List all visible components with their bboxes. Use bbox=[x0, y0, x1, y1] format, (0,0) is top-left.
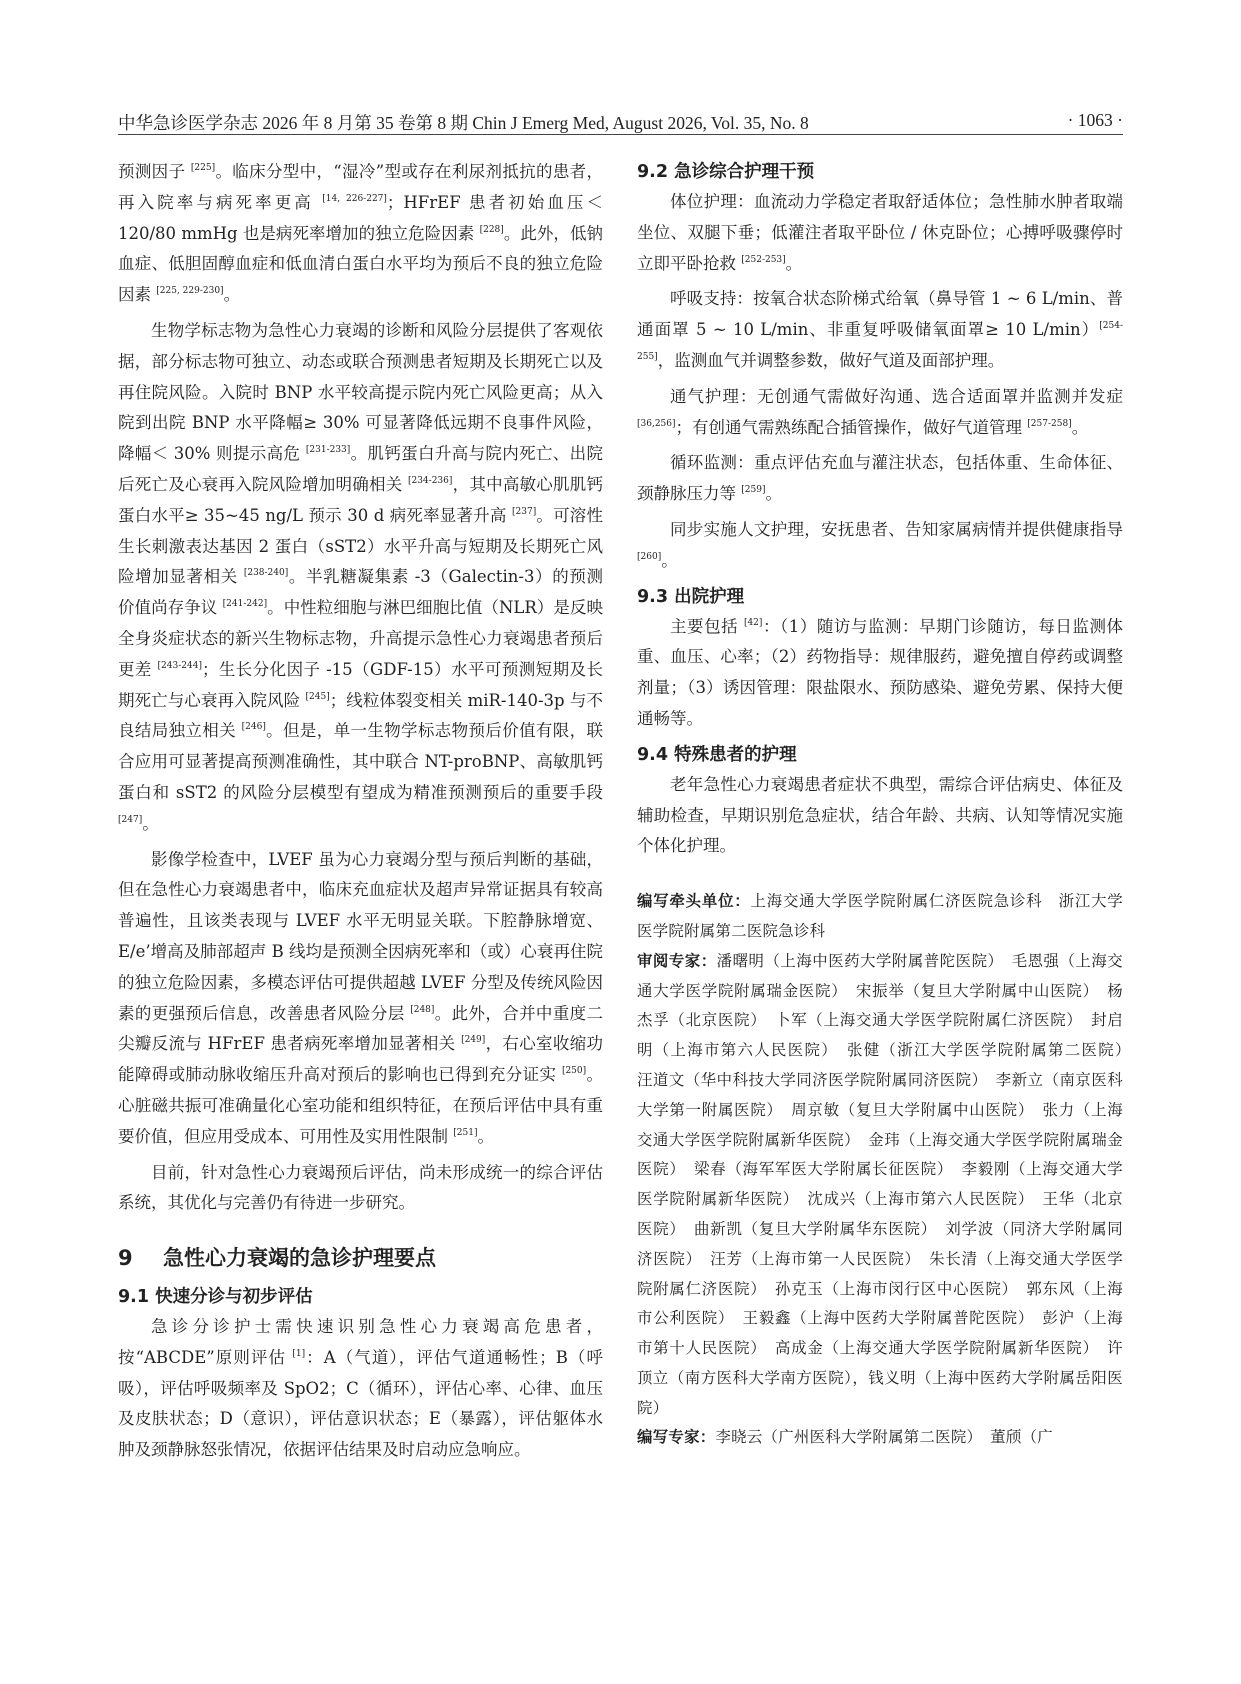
citation: [254-255] bbox=[637, 321, 1123, 362]
paragraph-summary: 目前，针对急性心力衰竭预后评估，尚未形成统一的综合评估系统，其优化与完善仍有待进一步研究。 bbox=[118, 1162, 603, 1213]
writing-experts-text: 李晓云（广州医科大学附属第二医院） 董颀（广 bbox=[715, 1428, 1053, 1447]
writing-experts-label: 编写专家： bbox=[637, 1428, 716, 1447]
citation: [251] bbox=[453, 1127, 478, 1138]
citation: [234-236] bbox=[407, 475, 453, 486]
paragraph-ventilation: 通气护理：无创通气需做好沟通、选合适面罩并监测并发症 [36,256]；有创通气需熟练配合插管操作，做好气道管理 [257-258]。 bbox=[637, 386, 1123, 437]
subsection-heading-9-1: 9.1 快速分诊与初步评估 bbox=[118, 1287, 313, 1308]
citation: [249] bbox=[461, 1035, 486, 1046]
review-experts bbox=[637, 947, 1139, 1424]
subsection-heading-9-4: 9.4 特殊患者的护理 bbox=[637, 744, 797, 765]
citation: [231-233] bbox=[305, 445, 351, 456]
journal-line: 中华急诊医学杂志 2026 年 8 月第 35 卷第 8 期 Chin J Emerg Med, August 2026, Vol. 35, No. 8 bbox=[118, 113, 809, 133]
citation: [250] bbox=[561, 1066, 587, 1077]
paragraph-humanistic-care: 同步实施人文护理，安抚患者、告知家属病情并提供健康指导 [260]。 bbox=[637, 519, 1123, 570]
left-column bbox=[118, 157, 603, 1471]
right-column bbox=[637, 157, 1139, 1453]
citation: [245] bbox=[305, 691, 330, 702]
paragraph-prognostic-factors: 预测因子 [225]。临床分型中，“湿冷”型或存在利尿剂抵抗的患者，再入院率与病死率更高 [14, 226-227]；HFrEF 患者初始血压＜ 120/80 mmHg 也是病死率增加的独立危险因素 [228]。此外，低钠血症、低胆固醇血症和低血清白蛋白水平均为预后不良的独立危险因素 [225, 229-230]。 bbox=[118, 162, 604, 305]
citation: [246] bbox=[241, 722, 266, 733]
paragraph-biomarkers: 生物学标志物为急性心力衰竭的诊断和风险分层提供了客观依据，部分标志物可独立、动态或联合预测患者短期及长期死亡以及再住院风险。入院时 BNP 水平较高提示院内死亡风险更高；从入院到出院 BNP 水平降幅≥ 30% 可显著降低远期不良事件风险，降幅＜ 30% 则提示高危 [231-233]。肌钙蛋白升高与院内死亡、出院后死亡及心衰再入院风险增加明确相关 [234-236]，其中高敏心肌肌钙蛋白水平≥ 35~45 ng/L 预示 30 d 病死率显著升高 [237]。可溶性生长刺激表达基因 2 蛋白（sST2）水平升高与短期及长期死亡风险增加显著相关 [238-240]。半乳糖凝集素 -3（Galectin-3）的预测价值尚存争议 [241-242]。中性粒细胞与淋巴细胞比值（NLR）是反映全身炎症状态的新兴生物标志物，升高提示急性心力衰竭患者预后更差 [243-244]；生长分化因子 -15（GDF-15）水平可预测短期及长期死亡与心衰再入院风险 [245]；线粒体裂变相关 miR-140-3p 与不良结局独立相关 [246]。但是，单一生物学标志物预后价值有限，联合应用可显著提高预测准确性，其中联合 NT-proBNP、高敏肌钙蛋白和 sST2 的风险分层模型有望成为精准预测预后的重要手段 [247]。 bbox=[118, 320, 604, 833]
citation: [243-244] bbox=[157, 660, 202, 671]
citation: [259] bbox=[741, 485, 766, 496]
paragraph-positioning: 体位护理：血流动力学稳定者取舒适体位；急性肺水肿者取端坐位、双腿下垂；低灌注者取平卧位 / 休克卧位；心搏呼吸骤停时立即平卧抢救 [252-253]。 bbox=[637, 192, 1123, 273]
section-number: 9 bbox=[118, 1246, 133, 1271]
citation: [260] bbox=[637, 551, 662, 562]
lead-units bbox=[637, 887, 1123, 947]
citation: [238-240] bbox=[243, 568, 289, 579]
citation: [257-258] bbox=[1027, 418, 1072, 429]
paragraph-discharge: 主要包括 [42]：（1）随访与监测：早期门诊随访，每日监测体重、血压、心率；（2）药物指导：规律服药，避免擅自停药或调整剂量；（3）诱因管理：限盐限水、预防感染、避免劳累、保持大便通畅等。 bbox=[637, 616, 1123, 728]
paragraph-special-patients: 老年急性心力衰竭患者症状不典型，需综合评估病史、体征及辅助检查，早期识别危急症状，结合年龄、共病、认知等情况实施个体化护理。 bbox=[637, 774, 1123, 856]
citation: [252-253] bbox=[741, 254, 786, 265]
citation: [42] bbox=[743, 617, 763, 628]
citation: [241-242] bbox=[222, 599, 268, 610]
writing-experts bbox=[637, 1423, 1123, 1453]
paragraph-circulation: 循环监测：重点评估充血与灌注状态，包括体重、生命体征、颈静脉压力等 [259]。 bbox=[637, 453, 1123, 504]
citation: [225] bbox=[190, 163, 216, 173]
review-experts-text: 潘曙明（上海中医药大学附属普陀医院） 毛恩强（上海交通大学医学院附属瑞金医院） 宋振举（复旦大学附属中山医院） 杨杰孚（北京医院） 卜军（上海交通大学医学院附属仁济医院） 封启明（上海市第六人民医院） 张健（浙江大学医学院附属第二医院） 汪道文（华中科技大学同济医学院附属同济医院） 李新立（南京医科大学第一附属医院） 周京敏（复旦大学附属中山医院） 张力（上海交通大学医学院附属新华医院） 金玮（上海交通大学医学院附属瑞金医院） 梁春（海军军医大学附属长征医院） 李毅刚（上海交通大学医学院附属新华医院） 沈成兴（上海市第六人民医院） 王华（北京医院） 曲新凯（复旦大学附属华东医院） 刘学波（同济大学附属同济医院） 汪芳（上海市第一人民医院） 朱长清（上海交通大学医学院附属仁济医院） 孙克玉（上海市闵行区中心医院） 郭东风（上海市公利医院） 王毅鑫（上海中医药大学附属普陀医院） 彭沪（上海市第十人民医院） 高成金（上海交通大学医学院附属新华医院） 许顶立（南方医科大学南方医院），钱义明（上海中医药大学附属岳阳医院） bbox=[637, 951, 1139, 1417]
subsection-heading-9-2: 9.2 急诊综合护理干预 bbox=[637, 162, 815, 182]
lead-units-text: 上海交通大学医学院附属仁济医院急诊科 浙江大学医学院附属第二医院急诊科 bbox=[637, 892, 1123, 940]
review-experts-label: 审阅专家： bbox=[637, 951, 717, 970]
citation: [36,256] bbox=[637, 418, 676, 429]
citation: [248] bbox=[410, 1004, 435, 1015]
paragraph-respiratory-support: 呼吸支持：按氧合状态阶梯式给氧（鼻导管 1 ~ 6 L/min、普通面罩 5 ~ 10 L/min、非重复呼吸储氧面罩≥ 10 L/min）[254-255]，监测血气并调整参数，做好气道及面部护理。 bbox=[637, 289, 1123, 370]
lead-units-label: 编写牵头单位： bbox=[637, 892, 751, 911]
section-title: 急性心力衰竭的急诊护理要点 bbox=[163, 1246, 436, 1271]
section-heading-9 bbox=[118, 1242, 603, 1274]
citation: [247] bbox=[118, 814, 143, 825]
paragraph-imaging: 影像学检查中，LVEF 虽为心力衰竭分型与预后判断的基础，但在急性心力衰竭患者中，临床充血症状及超声异常证据具有较高普遍性，且该类表现与 LVEF 水平无明显关联。下腔静脉增宽、E/e’增高及肺部超声 B 线均是预测全因病死率和（或）心衰再住院的独立危险因素，多模态评估可提供超越 LVEF 分型及传统风险因素的更强预后信息，改善患者风险分层 [248]。此外，合并中重度二尖瓣反流与 HFrEF 患者病死率增加显著相关 [249]，右心室收缩功能障碍或肺动脉收缩压升高对预后的影响也已得到充分证实 [250]。心脏磁共振可准确量化心室功能和组织特征，在预后评估中具有重要价值，但应用受成本、可用性及实用性限制 [251]。 bbox=[118, 849, 604, 1146]
citation: [1] bbox=[292, 1348, 306, 1359]
citation: [228] bbox=[479, 224, 504, 235]
paragraph-triage: 急诊分诊护士需快速识别急性心力衰竭高危患者，按“ABCDE”原则评估 [1]：A（气道），评估气道通畅性；B（呼吸），评估呼吸频率及 SpO2；C（循环），评估心率、心律、血压及皮肤状态；D（意识），评估意识状态；E（暴露），评估躯体水肿及颈静脉怒张情况，依据评估结果及时启动应急响应。 bbox=[118, 1317, 603, 1460]
page-number: · 1063 · bbox=[1067, 110, 1123, 130]
subsection-heading-9-3: 9.3 出院护理 bbox=[637, 586, 745, 607]
running-header bbox=[118, 108, 1123, 135]
citation: [225, 229-230] bbox=[156, 286, 224, 297]
citation: [237] bbox=[512, 506, 537, 517]
citation: [14, 226-227] bbox=[322, 193, 387, 204]
